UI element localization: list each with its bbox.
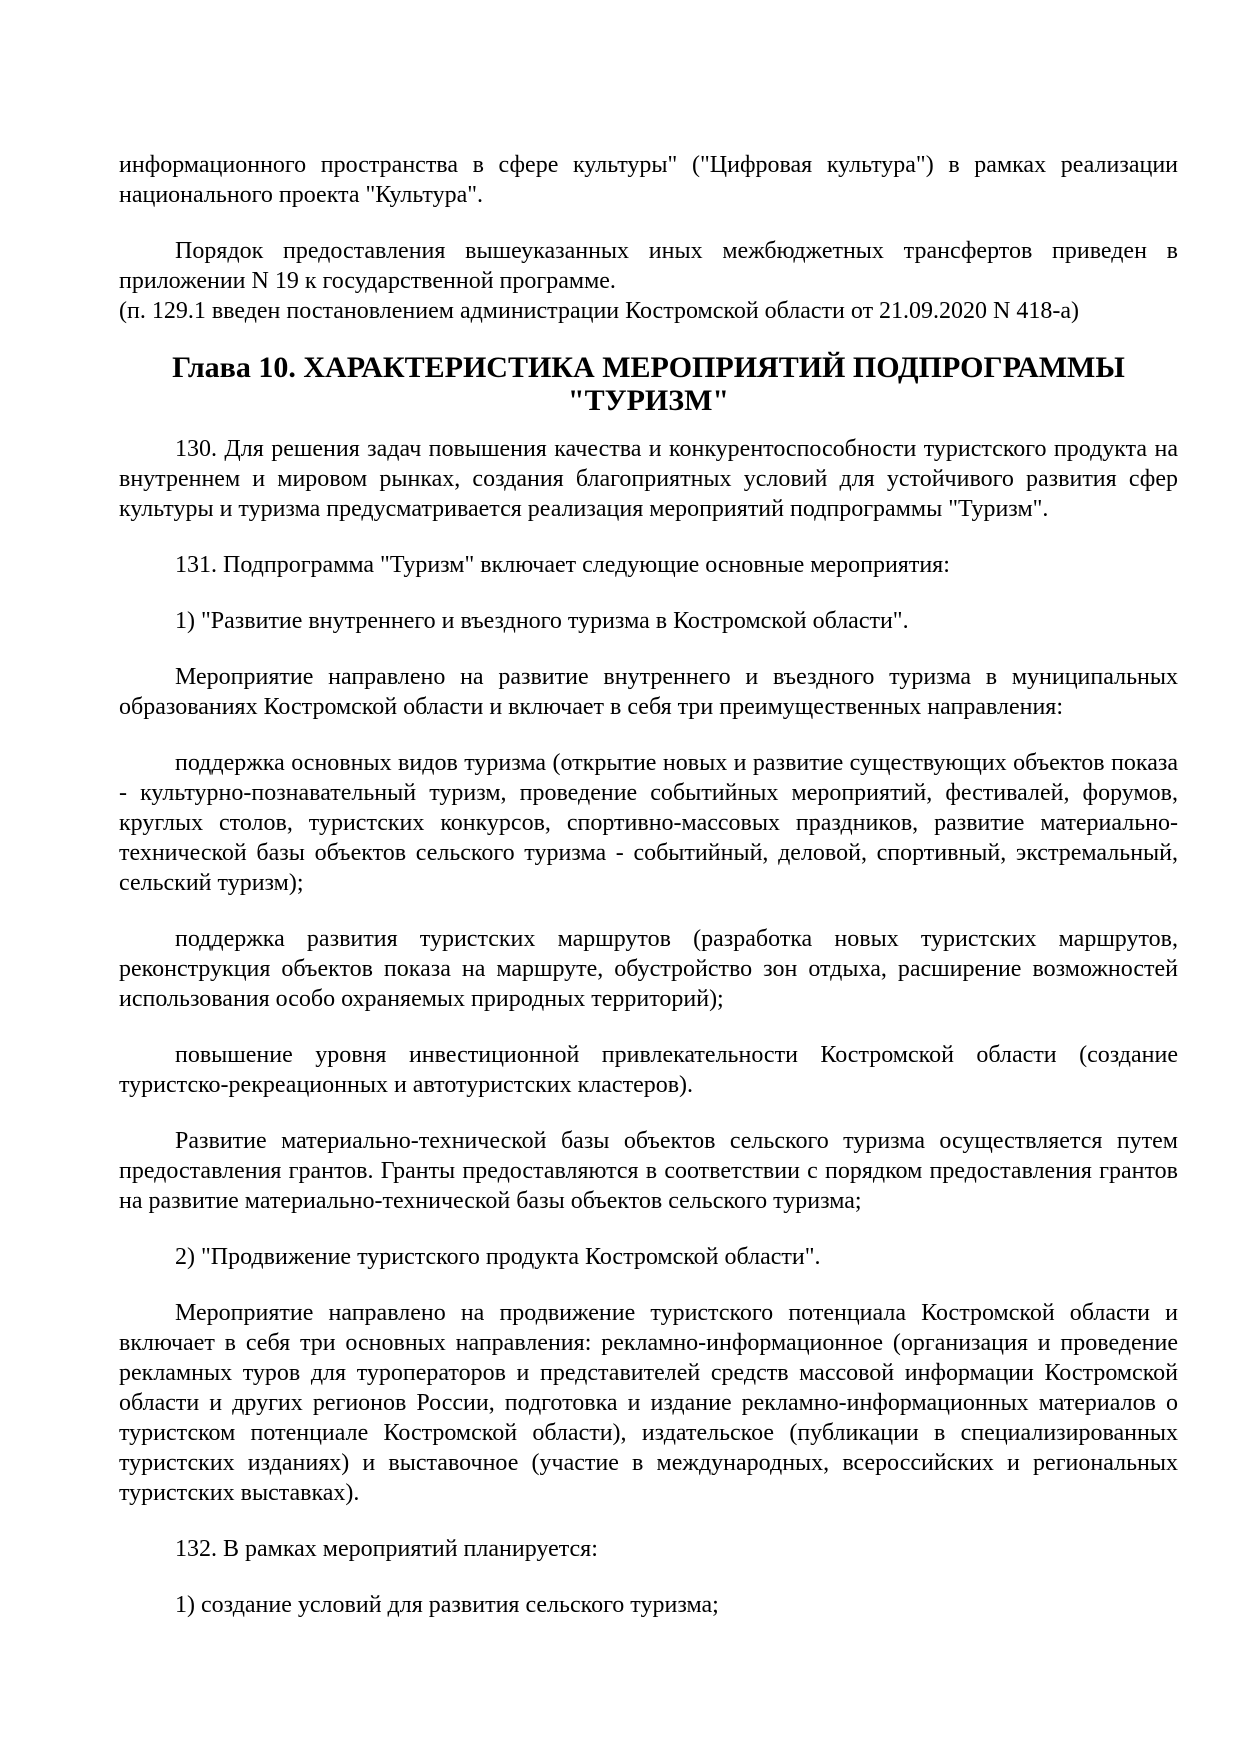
paragraph-132: 132. В рамках мероприятий планируется: bbox=[175, 1536, 598, 1562]
list-item-1-domestic-tourism: 1) "Развитие внутреннего и въездного туризма в Костромской области". bbox=[175, 608, 909, 634]
paragraph-investment-attractiveness: повышение уровня инвестиционной привлекательности Костромской области (создание туристско-рекреационных и автотуристских кластеров). bbox=[119, 1042, 1178, 1098]
chapter-heading bbox=[119, 351, 1178, 417]
amendment-note: (п. 129.1 введен постановлением администрации Костромской области от 21.09.2020 N 418-а) bbox=[119, 298, 1080, 324]
chapter-heading-line-1: Глава 10. ХАРАКТЕРИСТИКА МЕРОПРИЯТИЙ ПОДПРОГРАММЫ bbox=[172, 351, 1125, 384]
paragraph-promotion-directions: Мероприятие направлено на продвижение туристского потенциала Костромской области и включает в себя три основных направления: рекламно-информационное (организация и проведение рекламных туров для туроператоров и представителей средств массовой информации Костромской области и других регионов России, подготовка и издание рекламно-информационных материалов о туристском потенциале Костромской области), издательское (публикации в специализированных туристских изданиях) и выставочное (участие в международных, всероссийских и региональных туристских выставках). bbox=[119, 1300, 1178, 1506]
list-item-1-rural-tourism: 1) создание условий для развития сельского туризма; bbox=[175, 1592, 719, 1618]
document-body bbox=[119, 150, 1178, 1620]
chapter-heading-line-2: "ТУРИЗМ" bbox=[567, 384, 730, 417]
paragraph-transfer-order: Порядок предоставления вышеуказанных иных межбюджетных трансфертов приведен в приложении N 19 к государственной программе. bbox=[119, 238, 1178, 294]
paragraph-support-routes: поддержка развития туристских маршрутов (разработка новых туристских маршрутов, реконструкция объектов показа на маршруте, обустройство зон отдыха, расширение возможностей использования особо охраняемых природных территорий); bbox=[119, 926, 1178, 1012]
paragraph-continuation: информационного пространства в сфере культуры" ("Цифровая культура") в рамках реализации национального проекта "Культура". bbox=[119, 152, 1178, 208]
paragraph-measure-directions: Мероприятие направлено на развитие внутреннего и въездного туризма в муниципальных образованиях Костромской области и включает в себя три преимущественных направления: bbox=[119, 664, 1178, 720]
paragraph-grants: Развитие материально-технической базы объектов сельского туризма осуществляется путем предоставления грантов. Гранты предоставляются в соответствии с порядком предоставления грантов на развитие материально-технической базы объектов сельского туризма; bbox=[119, 1128, 1178, 1214]
paragraph-131: 131. Подпрограмма "Туризм" включает следующие основные мероприятия: bbox=[175, 552, 950, 578]
paragraph-support-tourism-types: поддержка основных видов туризма (открытие новых и развитие существующих объектов показа - культурно-познавательный туризм, проведение событийных мероприятий, фестивалей, форумов, круглых столов, туристских конкурсов, спортивно-массовых праздников, развитие материально-технической базы объектов сельского туризма - событийный, деловой, спортивный, экстремальный, сельский туризм); bbox=[119, 750, 1178, 896]
paragraph-130: 130. Для решения задач повышения качества и конкурентоспособности туристского продукта на внутреннем и мировом рынках, создания благоприятных условий для устойчивого развития сфер культуры и туризма предусматривается реализация мероприятий подпрограммы "Туризм". bbox=[119, 436, 1178, 522]
list-item-2-promotion: 2) "Продвижение туристского продукта Костромской области". bbox=[175, 1244, 821, 1270]
